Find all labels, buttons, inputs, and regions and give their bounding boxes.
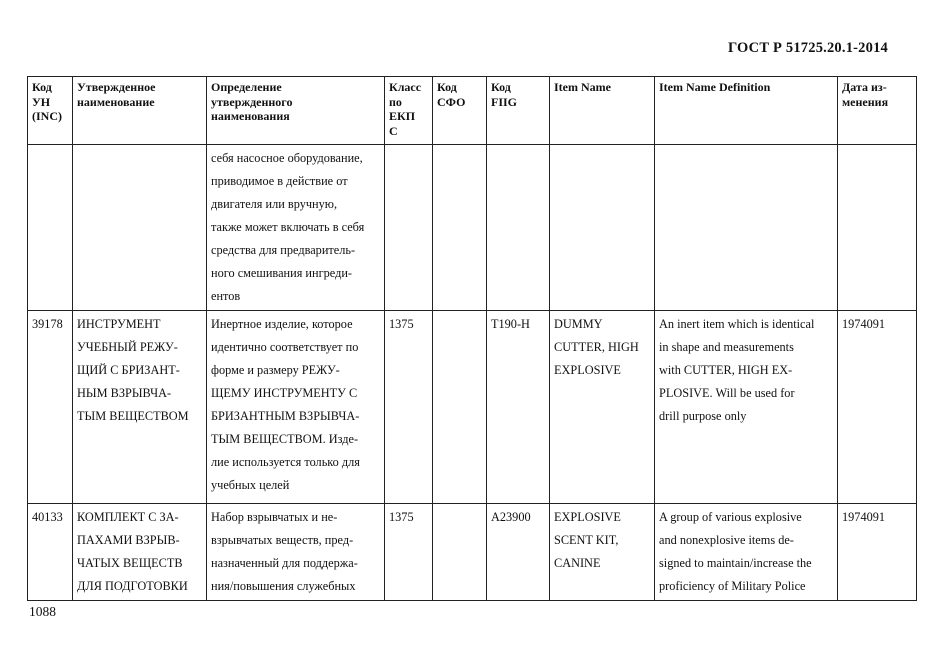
cell-fiig: A23900 (487, 504, 550, 601)
cell-sfo (433, 145, 487, 311)
cell-item-name-definition: An inert item which is identical in shape and measurements with CUTTER, HIGH EX- PLOSIVE. Will be used for drill purpose only (655, 311, 838, 504)
cell-approved-name (73, 145, 207, 311)
cell-fiig (487, 145, 550, 311)
cell-definition: Набор взрывчатых и не- взрывчатых веществ, пред- назначенный для поддержа- ния/повышения служебных (207, 504, 385, 601)
classifier-table (27, 76, 917, 601)
document-code: ГОСТ Р 51725.20.1-2014 (727, 40, 888, 56)
table-header-row (28, 77, 917, 145)
cell-approved-name: КОМПЛЕКТ С ЗА- ПАХАМИ ВЗРЫВ- ЧАТЫХ ВЕЩЕСТВ ДЛЯ ПОДГОТОВКИ (73, 504, 207, 601)
cell-definition: себя насосное оборудование, приводимое в действие от двигателя или вручную, также может включать в себя средства для предваритель- ного смешивания ингреди- ентов (207, 145, 385, 311)
table-row (28, 311, 917, 504)
column-header-definition: Определение утвержденного наименования (207, 77, 385, 145)
cell-class (385, 145, 433, 311)
table-row (28, 504, 917, 601)
column-header-change-date: Дата из- менения (838, 77, 917, 145)
cell-definition: Инертное изделие, которое идентично соответствует по форме и размеру РЕЖУ- ЩЕМУ ИНСТРУМЕНТУ С БРИЗАНТНЫМ ВЗРЫВЧА- ТЫМ ВЕЩЕСТВОМ. Изде- лие используется только для учебных целей (207, 311, 385, 504)
cell-sfo (433, 311, 487, 504)
column-header-inc: Код УН (INC) (28, 77, 73, 145)
column-header-item-name-definition: Item Name Definition (655, 77, 838, 145)
cell-sfo (433, 504, 487, 601)
cell-inc: 39178 (28, 311, 73, 504)
cell-class: 1375 (385, 504, 433, 601)
cell-change-date (838, 145, 917, 311)
cell-item-name-definition: A group of various explosive and nonexplosive items de- signed to maintain/increase the proficiency of Military Police (655, 504, 838, 601)
column-header-fiig: Код FIIG (487, 77, 550, 145)
page-number: 1088 (29, 604, 56, 619)
table-row (28, 145, 917, 311)
cell-class: 1375 (385, 311, 433, 504)
cell-inc (28, 145, 73, 311)
cell-approved-name: ИНСТРУМЕНТ УЧЕБНЫЙ РЕЖУ- ЩИЙ С БРИЗАНТ- НЫМ ВЗРЫВЧА- ТЫМ ВЕЩЕСТВОМ (73, 311, 207, 504)
column-header-sfo: Код СФО (433, 77, 487, 145)
column-header-class: Класс по ЕКП С (385, 77, 433, 145)
cell-item-name: DUMMY CUTTER, HIGH EXPLOSIVE (550, 311, 655, 504)
cell-change-date: 1974091 (838, 504, 917, 601)
column-header-item-name: Item Name (550, 77, 655, 145)
cell-item-name-definition (655, 145, 838, 311)
cell-inc: 40133 (28, 504, 73, 601)
cell-item-name: EXPLOSIVE SCENT KIT, CANINE (550, 504, 655, 601)
column-header-approved-name: Утвержденное наименование (73, 77, 207, 145)
cell-item-name (550, 145, 655, 311)
cell-fiig: T190-H (487, 311, 550, 504)
cell-change-date: 1974091 (838, 311, 917, 504)
